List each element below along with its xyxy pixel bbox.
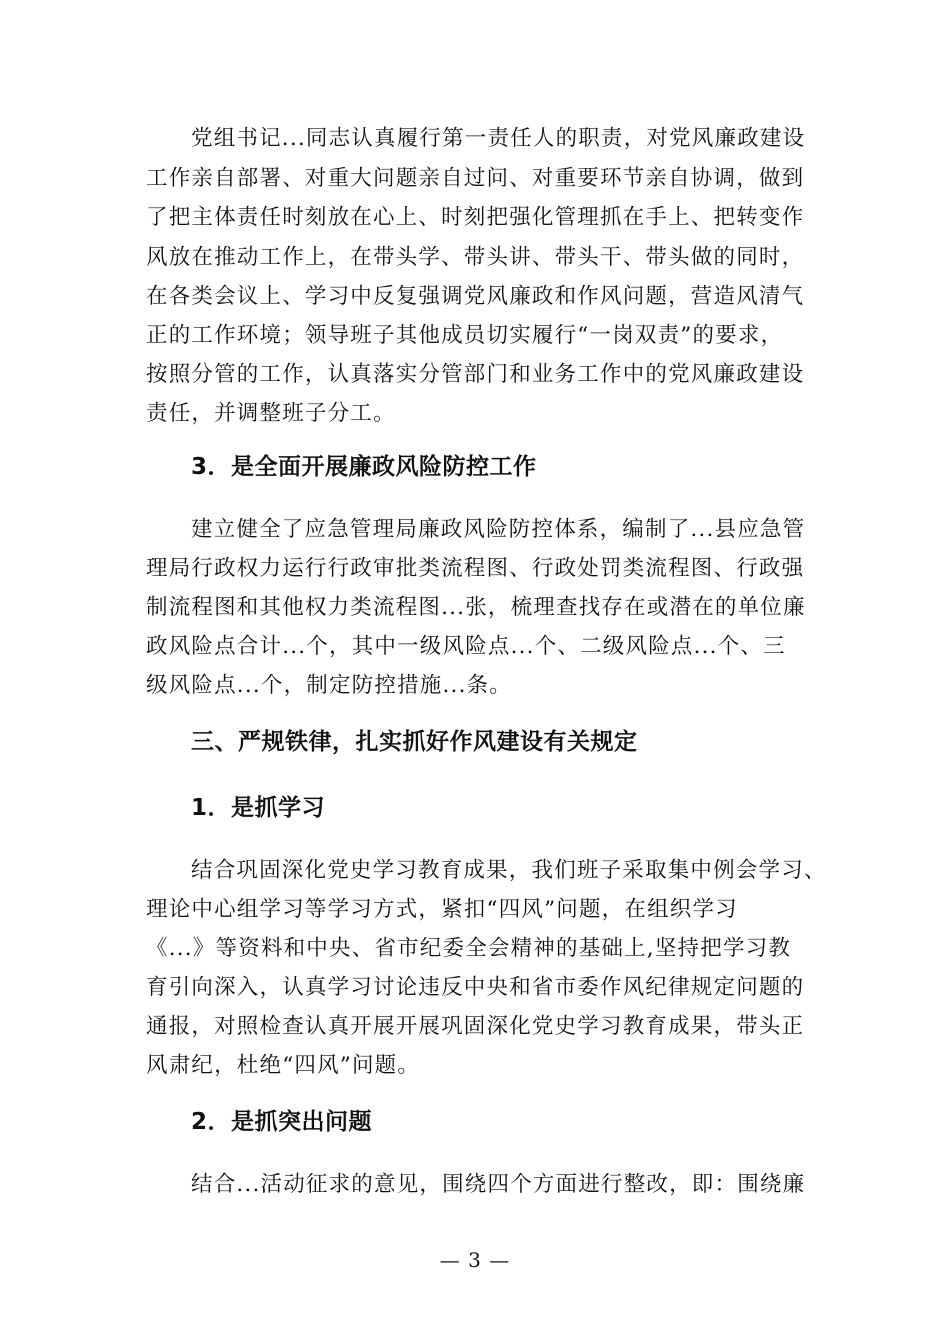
- paragraph-line: 工作亲自部署、对重大问题亲自过问、对重要环节亲自协调，做到: [146, 166, 805, 191]
- paragraph-line: 党组书记...同志认真履行第一责任人的职责，对党风廉政建设: [191, 126, 806, 151]
- paragraph-line: 结合巩固深化党史学习教育成果，我们班子采取集中例会学习、: [191, 858, 827, 883]
- paragraph-line: 在各类会议上、学习中反复强调党风廉政和作风问题，营造风清气: [146, 284, 805, 309]
- paragraph-line: 结合...活动征求的意见，围绕四个方面进行整改，即：围绕廉: [191, 1172, 806, 1197]
- paragraph-line: 级风险点...个，制定防控措施...条。: [146, 673, 513, 698]
- subsection-heading: 3．是全面开展廉政风险防控工作: [191, 454, 537, 480]
- page-number: — 3 —: [439, 1248, 511, 1272]
- paragraph-line: 理论中心组学习等学习方式，紧扣“四风”问题，在组织学习: [146, 897, 738, 922]
- paragraph-line: 责任，并调整班子分工。: [146, 401, 396, 426]
- paragraph-line: 按照分管的工作，认真落实分管部门和业务工作中的党风廉政建设: [146, 362, 805, 387]
- section-heading: 三、严规铁律，扎实抓好作风建设有关规定: [191, 729, 638, 755]
- paragraph-line: 政风险点合计...个，其中一级风险点...个、二级风险点...个、三: [146, 634, 786, 659]
- paragraph-line: 建立健全了应急管理局廉政风险防控体系，编制了...县应急管: [191, 517, 806, 542]
- paragraph-line: 风肃纪，杜绝“四风”问题。: [146, 1053, 421, 1078]
- paragraph-line: 正的工作环境；领导班子其他成员切实履行“一岗双责”的要求，: [146, 323, 784, 348]
- subsection-heading: 1．是抓学习: [191, 795, 326, 821]
- paragraph-line: 风放在推动工作上，在带头学、带头讲、带头干、带头做的同时，: [146, 245, 805, 270]
- paragraph-line: 通报，对照检查认真开展开展巩固深化党史学习教育成果，带头正: [146, 1014, 805, 1039]
- paragraph-line: 制流程图和其他权力类流程图...张，梳理查找存在或潜在的单位廉: [146, 595, 806, 620]
- paragraph-line: 《...》等资料和中央、省市纪委全会精神的基础上,坚持把学习教: [146, 936, 792, 961]
- paragraph-line: 育引向深入，认真学习讨论违反中央和省市委作风纪律规定问题的: [146, 975, 805, 1000]
- paragraph-line: 理局行政权力运行行政审批类流程图、行政处罚类流程图、行政强: [146, 556, 805, 581]
- subsection-heading: 2．是抓突出问题: [191, 1109, 373, 1135]
- paragraph-line: 了把主体责任时刻放在心上、时刻把强化管理抓在手上、把转变作: [146, 205, 805, 230]
